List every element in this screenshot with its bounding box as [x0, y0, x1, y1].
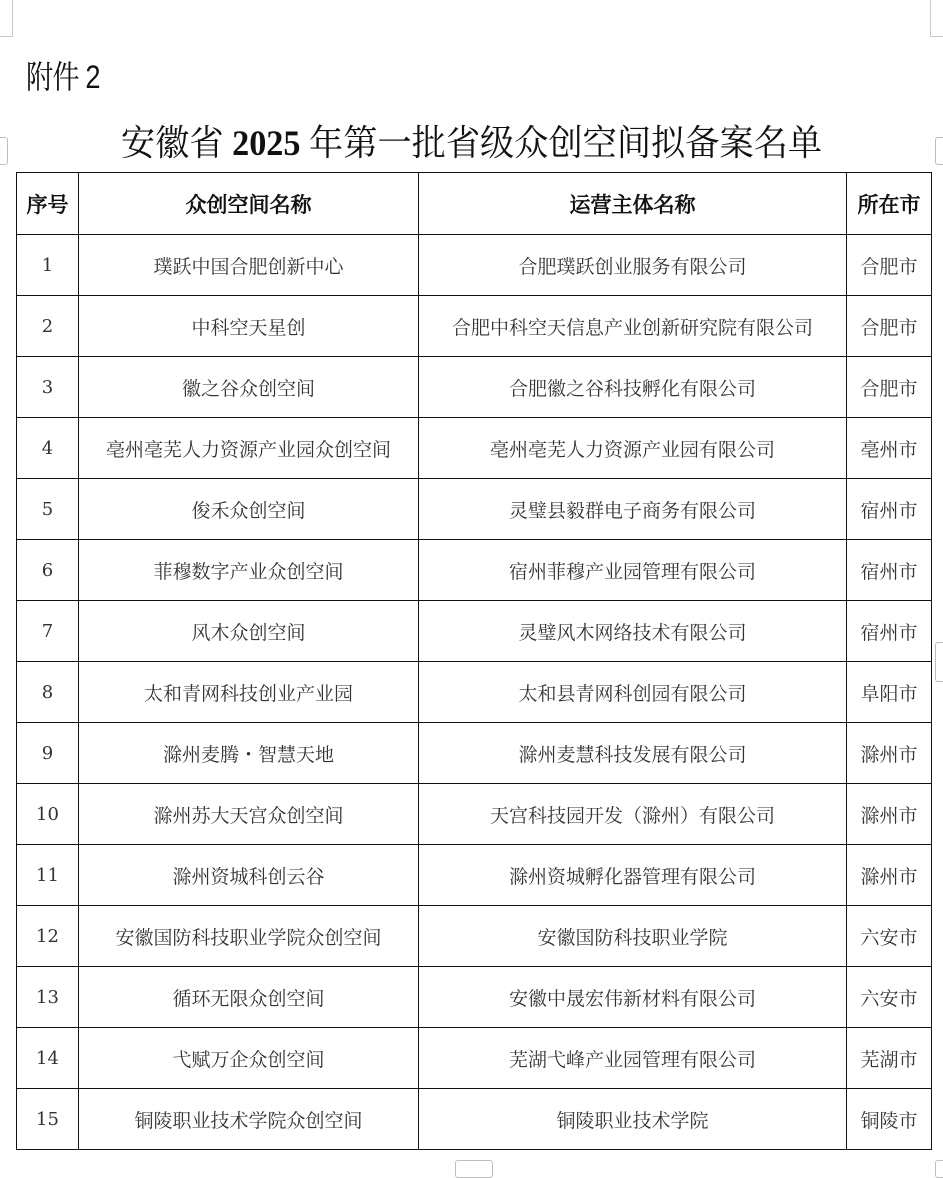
table-row [17, 967, 932, 1028]
cell-operator-name: 灵璧县毅群电子商务有限公司 [419, 479, 847, 540]
title-suffix: 年第一批省级众创空间拟备案名单 [300, 123, 823, 163]
cell-number: 11 [17, 845, 79, 906]
header-city: 所在市 [847, 173, 932, 235]
cell-operator-name: 滁州资城孵化器管理有限公司 [419, 845, 847, 906]
table-row [17, 418, 932, 479]
table-row [17, 1089, 932, 1150]
cell-operator-name: 合肥璞跃创业服务有限公司 [419, 235, 847, 296]
table-row [17, 540, 932, 601]
cell-number: 12 [17, 906, 79, 967]
cell-space-name: 中科空天星创 [79, 296, 419, 357]
cell-city: 亳州市 [847, 418, 932, 479]
bottom-right-handle[interactable] [935, 1160, 943, 1178]
left-edge-handle[interactable] [0, 137, 8, 165]
right-scroll-handle[interactable] [935, 642, 943, 682]
cell-city: 合肥市 [847, 235, 932, 296]
cell-space-name: 滁州麦腾・智慧天地 [79, 723, 419, 784]
cell-city: 滁州市 [847, 784, 932, 845]
cell-number: 10 [17, 784, 79, 845]
cell-city: 合肥市 [847, 296, 932, 357]
title-year: 2025 [232, 123, 301, 163]
cell-number: 15 [17, 1089, 79, 1150]
cell-number: 14 [17, 1028, 79, 1089]
cell-number: 13 [17, 967, 79, 1028]
cell-city: 阜阳市 [847, 662, 932, 723]
cell-operator-name: 亳州亳芜人力资源产业园有限公司 [419, 418, 847, 479]
bottom-page-handle[interactable] [455, 1160, 493, 1178]
cell-space-name: 弋赋万企众创空间 [79, 1028, 419, 1089]
header-operator-name: 运营主体名称 [419, 173, 847, 235]
cell-operator-name: 宿州菲穆产业园管理有限公司 [419, 540, 847, 601]
cell-number: 2 [17, 296, 79, 357]
right-edge-handle[interactable] [935, 137, 943, 165]
cell-number: 3 [17, 357, 79, 418]
cell-space-name: 循环无限众创空间 [79, 967, 419, 1028]
cell-number: 8 [17, 662, 79, 723]
cell-city: 六安市 [847, 967, 932, 1028]
table-row [17, 723, 932, 784]
cell-operator-name: 天宫科技园开发（滁州）有限公司 [419, 784, 847, 845]
cell-city: 宿州市 [847, 540, 932, 601]
cell-space-name: 菲穆数字产业众创空间 [79, 540, 419, 601]
cell-space-name: 安徽国防科技职业学院众创空间 [79, 906, 419, 967]
cell-operator-name: 合肥中科空天信息产业创新研究院有限公司 [419, 296, 847, 357]
table-row [17, 784, 932, 845]
table-row [17, 479, 932, 540]
cell-operator-name: 芜湖弋峰产业园管理有限公司 [419, 1028, 847, 1089]
cell-space-name: 滁州资城科创云谷 [79, 845, 419, 906]
cell-city: 六安市 [847, 906, 932, 967]
cell-number: 1 [17, 235, 79, 296]
header-number: 序号 [17, 173, 79, 235]
table-row [17, 235, 932, 296]
title-prefix: 安徽省 [120, 123, 233, 163]
table-row [17, 296, 932, 357]
attachment-label: 附件 2 [26, 59, 100, 95]
table-row [17, 845, 932, 906]
table-row [17, 357, 932, 418]
cell-number: 4 [17, 418, 79, 479]
page-corner-mark-top-right [930, 0, 943, 37]
cell-space-name: 亳州亳芜人力资源产业园众创空间 [79, 418, 419, 479]
cell-city: 滁州市 [847, 845, 932, 906]
document-title [24, 115, 920, 166]
cell-city: 芜湖市 [847, 1028, 932, 1089]
cell-city: 合肥市 [847, 357, 932, 418]
header-space-name: 众创空间名称 [79, 173, 419, 235]
cell-space-name: 风木众创空间 [79, 601, 419, 662]
cell-space-name: 滁州苏大天宫众创空间 [79, 784, 419, 845]
table-header-row [17, 173, 932, 235]
cell-number: 5 [17, 479, 79, 540]
cell-space-name: 徽之谷众创空间 [79, 357, 419, 418]
cell-operator-name: 铜陵职业技术学院 [419, 1089, 847, 1150]
cell-city: 滁州市 [847, 723, 932, 784]
table-row [17, 662, 932, 723]
cell-space-name: 俊禾众创空间 [79, 479, 419, 540]
table-row [17, 906, 932, 967]
cell-space-name: 铜陵职业技术学院众创空间 [79, 1089, 419, 1150]
table-row [17, 601, 932, 662]
cell-operator-name: 安徽国防科技职业学院 [419, 906, 847, 967]
cell-operator-name: 灵璧风木网络技术有限公司 [419, 601, 847, 662]
cell-operator-name: 太和县青网科创园有限公司 [419, 662, 847, 723]
cell-city: 宿州市 [847, 479, 932, 540]
table-row [17, 1028, 932, 1089]
cell-space-name: 太和青网科技创业产业园 [79, 662, 419, 723]
cell-city: 宿州市 [847, 601, 932, 662]
cell-operator-name: 安徽中晟宏伟新材料有限公司 [419, 967, 847, 1028]
cell-number: 9 [17, 723, 79, 784]
cell-number: 7 [17, 601, 79, 662]
cell-space-name: 璞跃中国合肥创新中心 [79, 235, 419, 296]
cell-number: 6 [17, 540, 79, 601]
record-list-table [16, 172, 932, 1150]
cell-operator-name: 合肥徽之谷科技孵化有限公司 [419, 357, 847, 418]
cell-city: 铜陵市 [847, 1089, 932, 1150]
page-corner-mark-top-left [0, 0, 13, 37]
cell-operator-name: 滁州麦慧科技发展有限公司 [419, 723, 847, 784]
